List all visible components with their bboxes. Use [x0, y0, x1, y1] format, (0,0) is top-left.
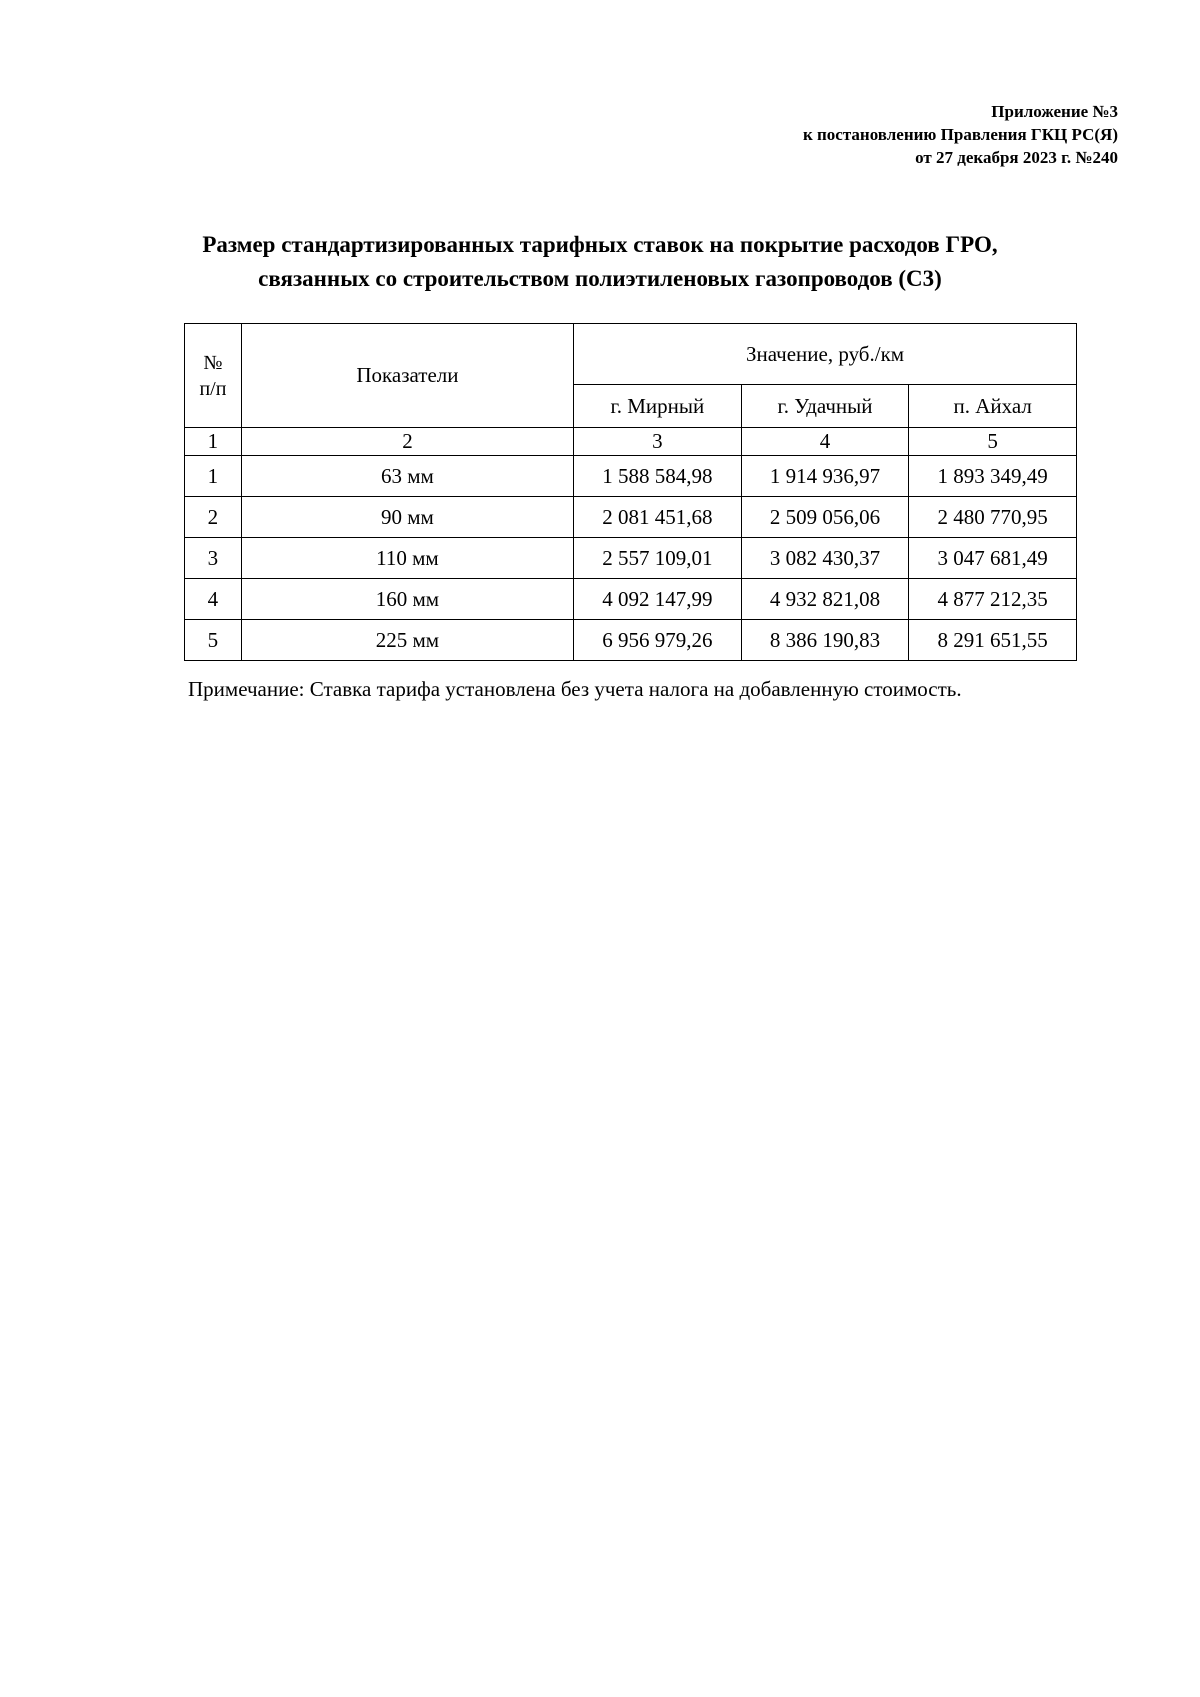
table-row	[185, 538, 1077, 579]
header-row-number	[185, 324, 242, 428]
value-aikhal: 3 047 681,49	[909, 538, 1077, 579]
header-city-mirny: г. Мирный	[574, 385, 742, 428]
value-udachny: 2 509 056,06	[741, 497, 909, 538]
value-mirny: 4 092 147,99	[574, 579, 742, 620]
value-mirny: 2 081 451,68	[574, 497, 742, 538]
column-number: 3	[574, 428, 742, 456]
value-mirny: 2 557 109,01	[574, 538, 742, 579]
pipe-diameter: 225 мм	[241, 620, 573, 661]
header-indicators: Показатели	[241, 324, 573, 428]
value-aikhal: 1 893 349,49	[909, 456, 1077, 497]
table-note: Примечание: Ставка тарифа установлена без учета налога на добавленную стоимость.	[188, 677, 962, 701]
pipe-diameter: 90 мм	[241, 497, 573, 538]
value-udachny: 8 386 190,83	[741, 620, 909, 661]
header-city-udachny: г. Удачный	[741, 385, 909, 428]
column-number: 5	[909, 428, 1077, 456]
document-title	[100, 228, 1100, 296]
pipe-diameter: 160 мм	[241, 579, 573, 620]
table-column-number-row	[185, 428, 1077, 456]
row-number: 3	[185, 538, 242, 579]
value-aikhal: 4 877 212,35	[909, 579, 1077, 620]
tariff-table	[184, 323, 1077, 661]
pipe-diameter: 110 мм	[241, 538, 573, 579]
value-aikhal: 2 480 770,95	[909, 497, 1077, 538]
value-mirny: 1 588 584,98	[574, 456, 742, 497]
row-number: 1	[185, 456, 242, 497]
column-number: 2	[241, 428, 573, 456]
table-header-row	[185, 324, 1077, 385]
row-number: 2	[185, 497, 242, 538]
table-row	[185, 620, 1077, 661]
document-title-line-1: Размер стандартизированных тарифных ставок на покрытие расходов ГРО,	[202, 232, 998, 257]
document-title-line-2: связанных со строительством полиэтиленовых газопроводов (С3)	[258, 266, 942, 291]
value-udachny: 4 932 821,08	[741, 579, 909, 620]
pipe-diameter: 63 мм	[241, 456, 573, 497]
row-number: 5	[185, 620, 242, 661]
value-aikhal: 8 291 651,55	[909, 620, 1077, 661]
column-number: 1	[185, 428, 242, 456]
header-number-abbr: п/п	[199, 377, 227, 400]
appendix-number: Приложение №3	[991, 102, 1118, 121]
header-value: Значение, руб./км	[574, 324, 1077, 385]
row-number: 4	[185, 579, 242, 620]
table-row	[185, 497, 1077, 538]
value-mirny: 6 956 979,26	[574, 620, 742, 661]
header-number-sign: №	[203, 351, 223, 374]
appendix-header	[803, 100, 1118, 169]
value-udachny: 3 082 430,37	[741, 538, 909, 579]
table-row	[185, 579, 1077, 620]
value-udachny: 1 914 936,97	[741, 456, 909, 497]
header-city-aikhal: п. Айхал	[909, 385, 1077, 428]
column-number: 4	[741, 428, 909, 456]
table-row	[185, 456, 1077, 497]
appendix-resolution: к постановлению Правления ГКЦ РС(Я)	[802, 125, 1118, 144]
appendix-date: от 27 декабря 2023 г. №240	[915, 148, 1118, 167]
